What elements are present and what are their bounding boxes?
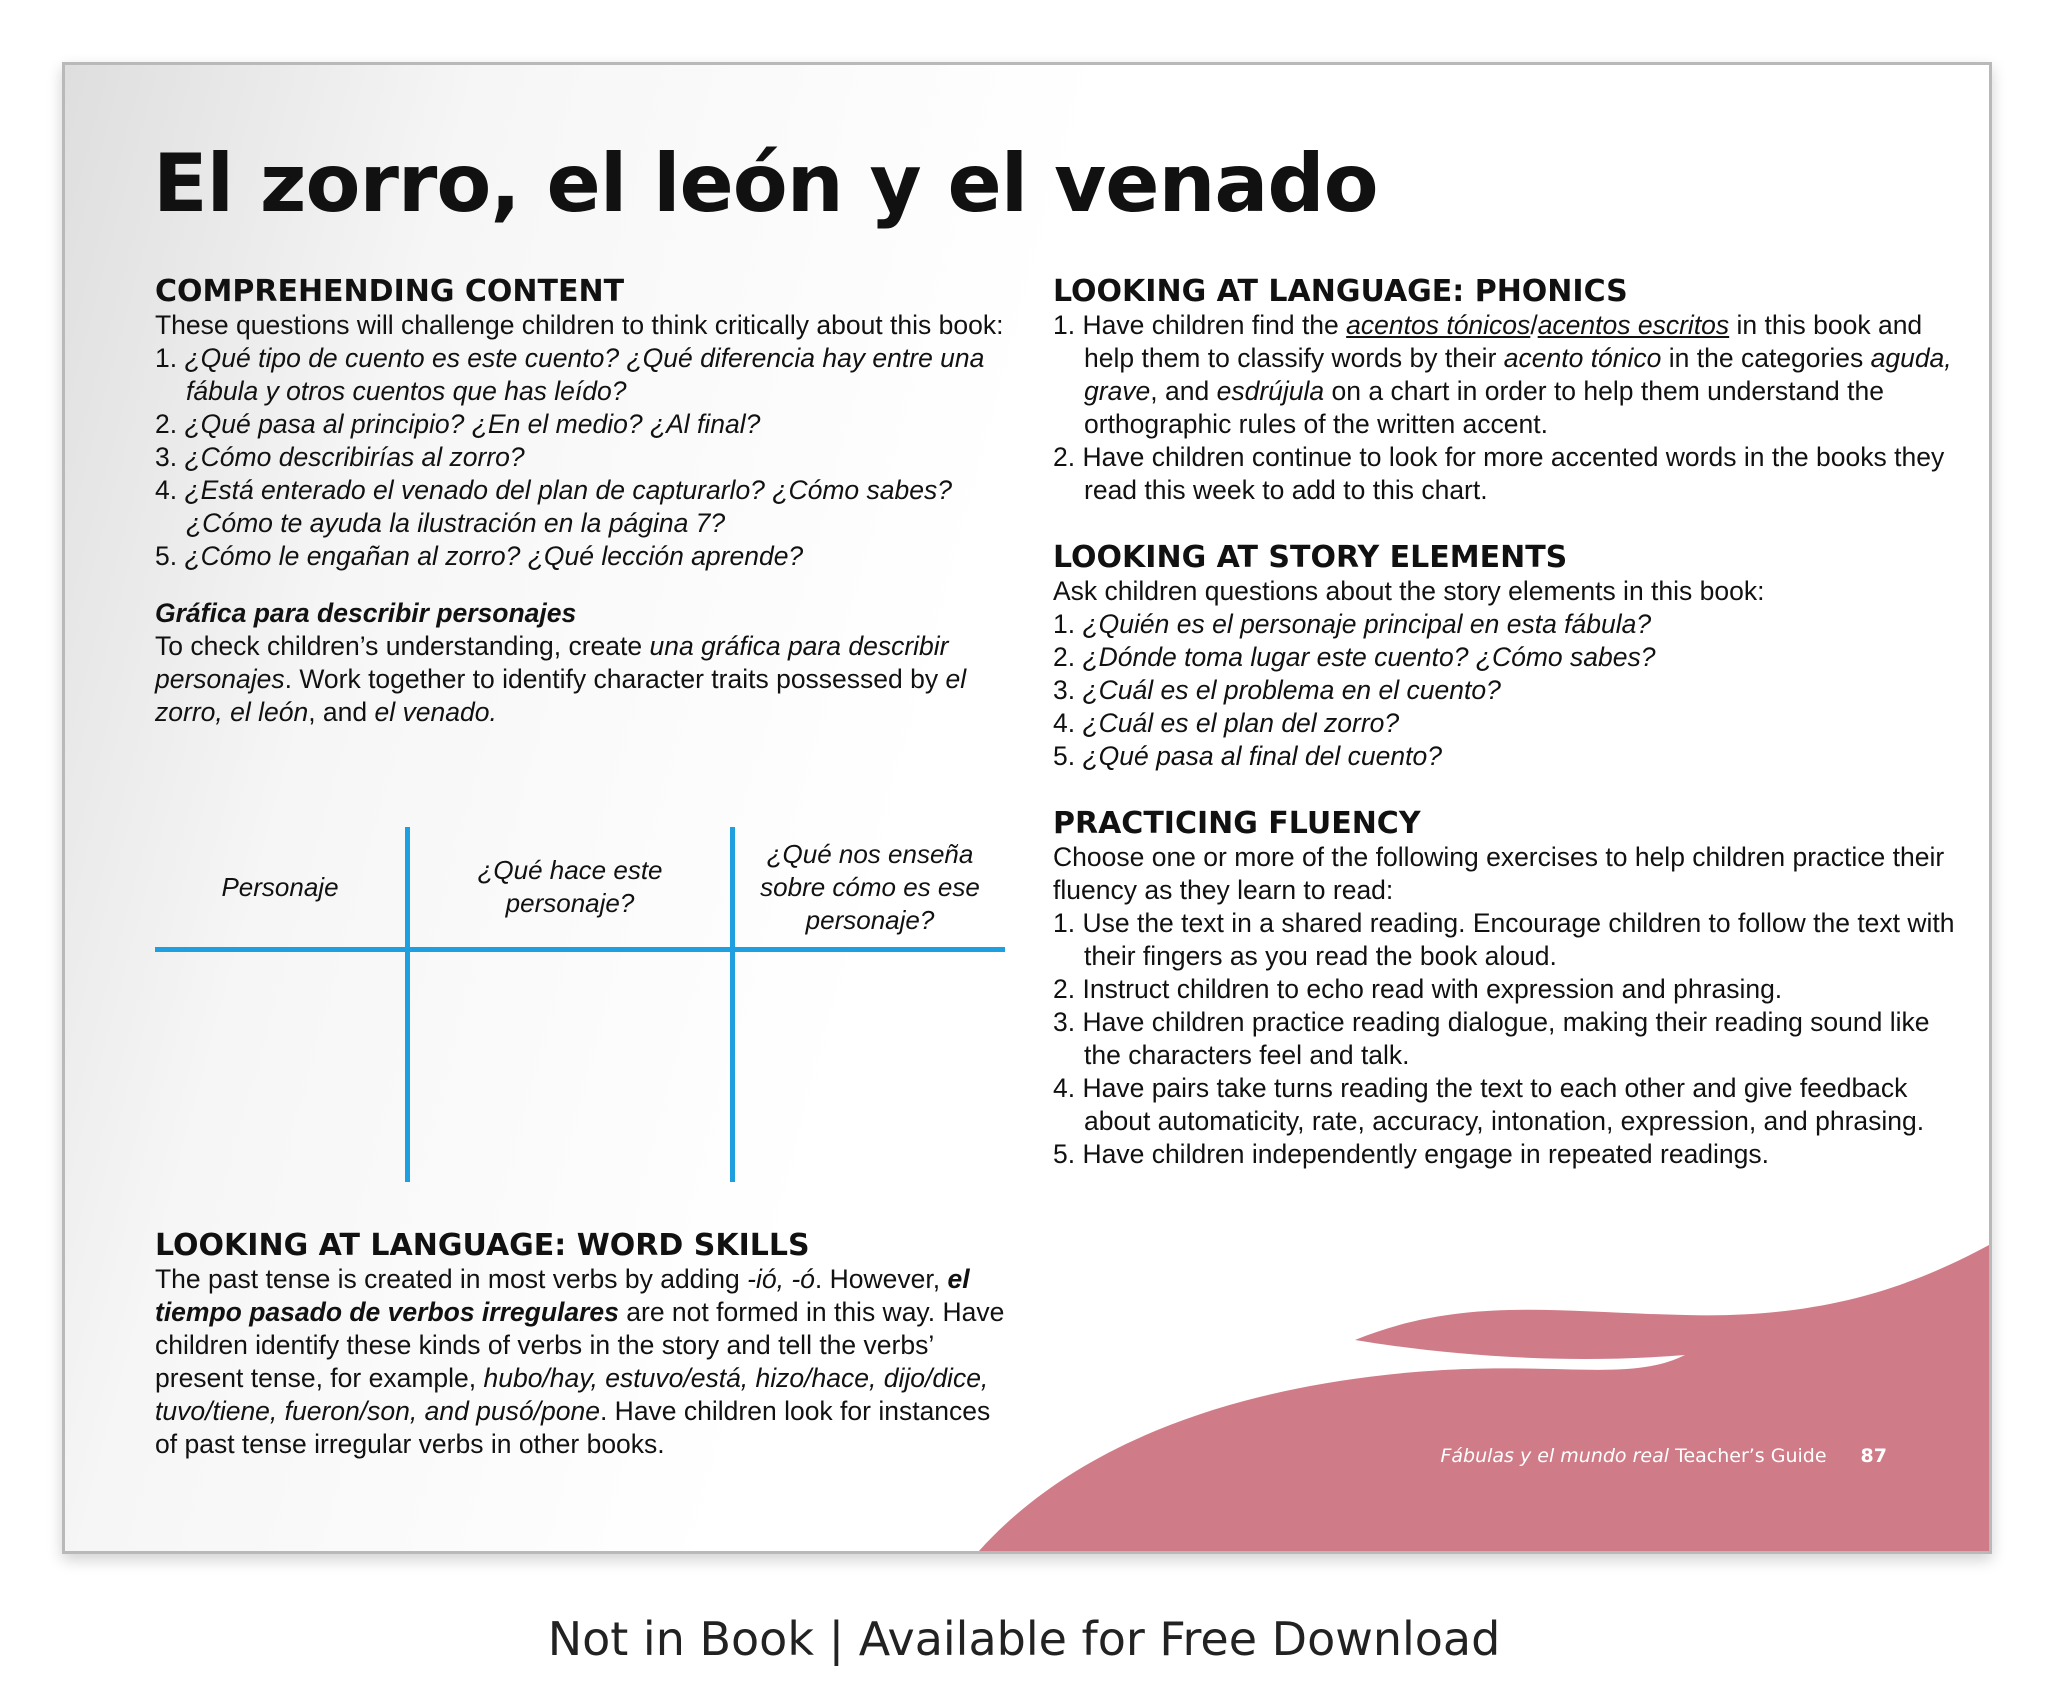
list-item: 2. ¿Dónde toma lugar este cuento? ¿Cómo sabes? xyxy=(1053,642,1656,672)
list-item: 1. Use the text in a shared reading. Encourage children to follow the text with their fingers as you read the book aloud. xyxy=(1053,908,1955,971)
list-item: 5. ¿Qué pasa al final del cuento? xyxy=(1053,741,1442,771)
list-item: 3. ¿Cómo describirías al zorro? xyxy=(155,442,525,472)
page-number: 87 xyxy=(1860,1445,1887,1467)
page-title: El zorro, el león y el venado xyxy=(153,137,1378,230)
list-item: 4. ¿Está enterado el venado del plan de capturarlo? ¿Cómo sabes? ¿Cómo te ayuda la ilustración en la página 7? xyxy=(155,475,952,538)
worksheet-page xyxy=(62,62,1992,1554)
phonics-list xyxy=(1053,309,1973,507)
fluency-heading: PRACTICING FLUENCY xyxy=(1053,806,1421,841)
story-elements-questions xyxy=(1053,608,1973,773)
comprehending-intro: These questions will challenge children to think critically about this book: xyxy=(155,310,1004,340)
list-item: 2. ¿Qué pasa al principio? ¿En el medio? ¿Al final? xyxy=(155,409,761,439)
list-item: 2. Instruct children to echo read with expression and phrasing. xyxy=(1053,974,1783,1004)
list-item: 5. ¿Cómo le engañan al zorro? ¿Qué lección aprende? xyxy=(155,541,804,571)
left-column xyxy=(155,275,1015,729)
footer-book-title: Fábulas y el mundo real xyxy=(1440,1445,1670,1467)
chart-vertical-rule xyxy=(730,827,735,1182)
fluency-intro: Choose one or more of the following exercises to help children practice their fluency as they learn to read: xyxy=(1053,842,1945,905)
footer-guide-label: Teacher’s Guide xyxy=(1669,1445,1827,1467)
list-item: 1. ¿Qué tipo de cuento es este cuento? ¿Qué diferencia hay entre una fábula y otros cuentos que has leído? xyxy=(155,343,985,406)
chart-vertical-rule xyxy=(405,827,410,1182)
phonics-heading: LOOKING AT LANGUAGE: PHONICS xyxy=(1053,274,1628,309)
word-skills-section xyxy=(155,1229,1015,1461)
character-chart xyxy=(155,827,1005,1182)
grafica-heading: Gráfica para describir personajes xyxy=(155,598,577,628)
word-skills-heading: LOOKING AT LANGUAGE: WORD SKILLS xyxy=(155,1228,810,1263)
chart-header-que-hace: ¿Qué hace este personaje? xyxy=(477,855,663,918)
download-caption: Not in Book | Available for Free Download xyxy=(547,1612,1501,1666)
list-item: 3. Have children practice reading dialogue, making their reading sound like the characters feel and talk. xyxy=(1053,1007,1930,1070)
list-item: 2. Have children continue to look for more accented words in the books they read this week to add to this chart. xyxy=(1053,442,1945,505)
word-skills-text: The past tense is created in most verbs by adding -ió, -ó. However, el tiempo pasado de verbos irregulares are not formed in this way. Have children identify these kinds of verbs in the story and tell the verbs’ present tense, for example, hubo/hay, estuvo/está, hizo/hace, dijo/dice, tuvo/tiene, fueron/son, and pusó/pone. Have children look for instances of past tense irregular verbs in other books. xyxy=(155,1264,1005,1459)
list-item: 3. ¿Cuál es el problema en el cuento? xyxy=(1053,675,1501,705)
page-footer xyxy=(1440,1445,1887,1467)
story-elements-heading: LOOKING AT STORY ELEMENTS xyxy=(1053,540,1568,575)
comprehending-heading: COMPREHENDING CONTENT xyxy=(155,274,625,309)
list-item: 4. ¿Cuál es el plan del zorro? xyxy=(1053,708,1400,738)
chart-header-personaje: Personaje xyxy=(221,871,339,902)
grafica-text: To check children’s understanding, create una gráfica para describir personajes. Work together to identify character traits possessed by el zorro, el león, and el venado. xyxy=(155,631,967,727)
chart-horizontal-rule xyxy=(155,947,1005,952)
list-item: 5. Have children independently engage in repeated readings. xyxy=(1053,1139,1770,1169)
chart-header-que-ensena: ¿Qué nos enseña sobre cómo es ese personaje? xyxy=(760,838,980,935)
comprehending-questions xyxy=(155,342,1015,573)
list-item: 1. Have children find the acentos tónicos/acentos escritos in this book and help them to classify words by their acento tónico in the categories aguda, grave, and esdrújula on a chart in order to help them understand the orthographic rules of the written accent. xyxy=(1053,310,1952,439)
story-elements-intro: Ask children questions about the story elements in this book: xyxy=(1053,576,1765,606)
right-column xyxy=(1053,275,1973,1171)
list-item: 1. ¿Quién es el personaje principal en esta fábula? xyxy=(1053,609,1652,639)
list-item: 4. Have pairs take turns reading the text to each other and give feedback about automaticity, rate, accuracy, intonation, expression, and phrasing. xyxy=(1053,1073,1925,1136)
fluency-list xyxy=(1053,907,1973,1171)
